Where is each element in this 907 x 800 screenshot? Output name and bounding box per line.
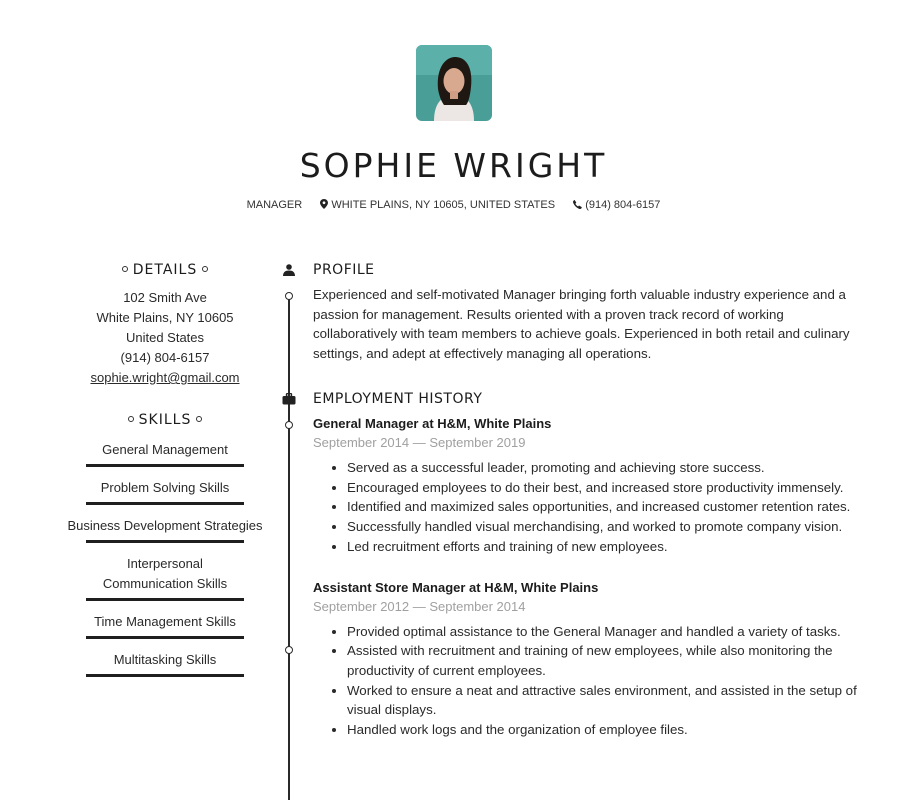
profile-section bbox=[313, 262, 858, 363]
job-title: General Manager at H&M, White Plains bbox=[313, 416, 552, 431]
job-title: MANAGER bbox=[246, 199, 303, 211]
skill-item: Problem Solving Skills bbox=[60, 472, 270, 510]
profile-photo bbox=[416, 45, 492, 121]
skill-bar bbox=[86, 598, 244, 601]
list-item: • Worked to ensure a neat and attractive sales environment, and assisted in the setup of visual displays. bbox=[347, 681, 858, 720]
skill-item: Time Management Skills bbox=[60, 606, 270, 644]
bullet-dot bbox=[202, 266, 208, 272]
employment-section bbox=[313, 391, 858, 740]
list-item: • Encouraged employees to do their best, and increased store productivity immensely. bbox=[347, 478, 858, 498]
phone-icon bbox=[573, 200, 582, 212]
list-item: • Led recruitment efforts and training of new employees. bbox=[347, 537, 858, 557]
skill-bar bbox=[86, 636, 244, 639]
timeline-line bbox=[288, 296, 290, 800]
profile-text: Experienced and self-motivated Manager bringing forth valuable industry experience and a passion for management. Results oriented with a proven track record of working collaboratively with team members to achieve goals. Experienced in both retail and culinary settings, and adept at effectively managing all operations. bbox=[313, 287, 850, 361]
skill-bar bbox=[86, 464, 244, 467]
job-entry bbox=[313, 416, 858, 557]
location-text: WHITE PLAINS, NY 10605, UNITED STATES bbox=[331, 199, 556, 211]
timeline-dot bbox=[285, 421, 293, 429]
skill-bar bbox=[86, 502, 244, 505]
list-item: • Provided optimal assistance to the General Manager and handled a variety of tasks. bbox=[347, 622, 858, 642]
skill-item: Interpersonal Communication Skills bbox=[60, 548, 270, 606]
list-item: • Handled work logs and the organization of employee files. bbox=[347, 720, 858, 740]
timeline-dot bbox=[285, 292, 293, 300]
list-item: • Served as a successful leader, promoting and achieving store success. bbox=[347, 458, 858, 478]
country: United States bbox=[125, 330, 205, 345]
details-heading: DETAILS bbox=[60, 260, 270, 280]
job-bullets bbox=[313, 622, 858, 740]
job-entry bbox=[313, 580, 858, 740]
bullet-dot bbox=[122, 266, 128, 272]
timeline-dot bbox=[285, 646, 293, 654]
skill-item: General Management bbox=[60, 434, 270, 472]
job-title: Assistant Store Manager at H&M, White Plains bbox=[313, 579, 599, 595]
candidate-name: SOPHIE WRIGHT bbox=[299, 146, 608, 185]
left-column bbox=[60, 260, 270, 682]
job-dates: September 2012 — September 2014 bbox=[313, 598, 526, 614]
job-dates: September 2014 — September 2019 bbox=[313, 435, 526, 450]
details-block bbox=[60, 288, 270, 388]
briefcase-icon bbox=[282, 392, 296, 410]
bullet-dot bbox=[128, 416, 134, 422]
map-pin-icon bbox=[320, 199, 328, 212]
profile-heading: PROFILE bbox=[313, 262, 375, 278]
contact-line bbox=[0, 199, 907, 212]
address-line1: 102 Smith Ave bbox=[123, 290, 207, 305]
bullet-dot bbox=[196, 416, 202, 422]
phone-text: (914) 804-6157 bbox=[585, 199, 661, 211]
skills-list bbox=[60, 434, 270, 682]
address-line2: White Plains, NY 10605 bbox=[96, 310, 234, 325]
job-bullets bbox=[313, 458, 858, 557]
employment-heading: EMPLOYMENT HISTORY bbox=[313, 391, 483, 407]
details-phone: (914) 804-6157 bbox=[120, 350, 210, 365]
list-item: • Identified and maximized sales opportunities, and increased customer retention rates. bbox=[347, 497, 858, 517]
skills-heading: SKILLS bbox=[60, 410, 270, 430]
skill-bar bbox=[86, 674, 244, 677]
email-link[interactable]: sophie.wright@gmail.com bbox=[90, 370, 240, 385]
skill-item: Business Development Strategies bbox=[60, 510, 270, 548]
list-item: • Successfully handled visual merchandising, and worked to promote company vision. bbox=[347, 517, 858, 537]
skill-bar bbox=[86, 540, 244, 543]
person-icon bbox=[282, 263, 296, 281]
skill-item: Multitasking Skills bbox=[60, 644, 270, 682]
list-item: • Assisted with recruitment and training of new employees, while also monitoring the productivity of current employees. bbox=[347, 641, 858, 680]
